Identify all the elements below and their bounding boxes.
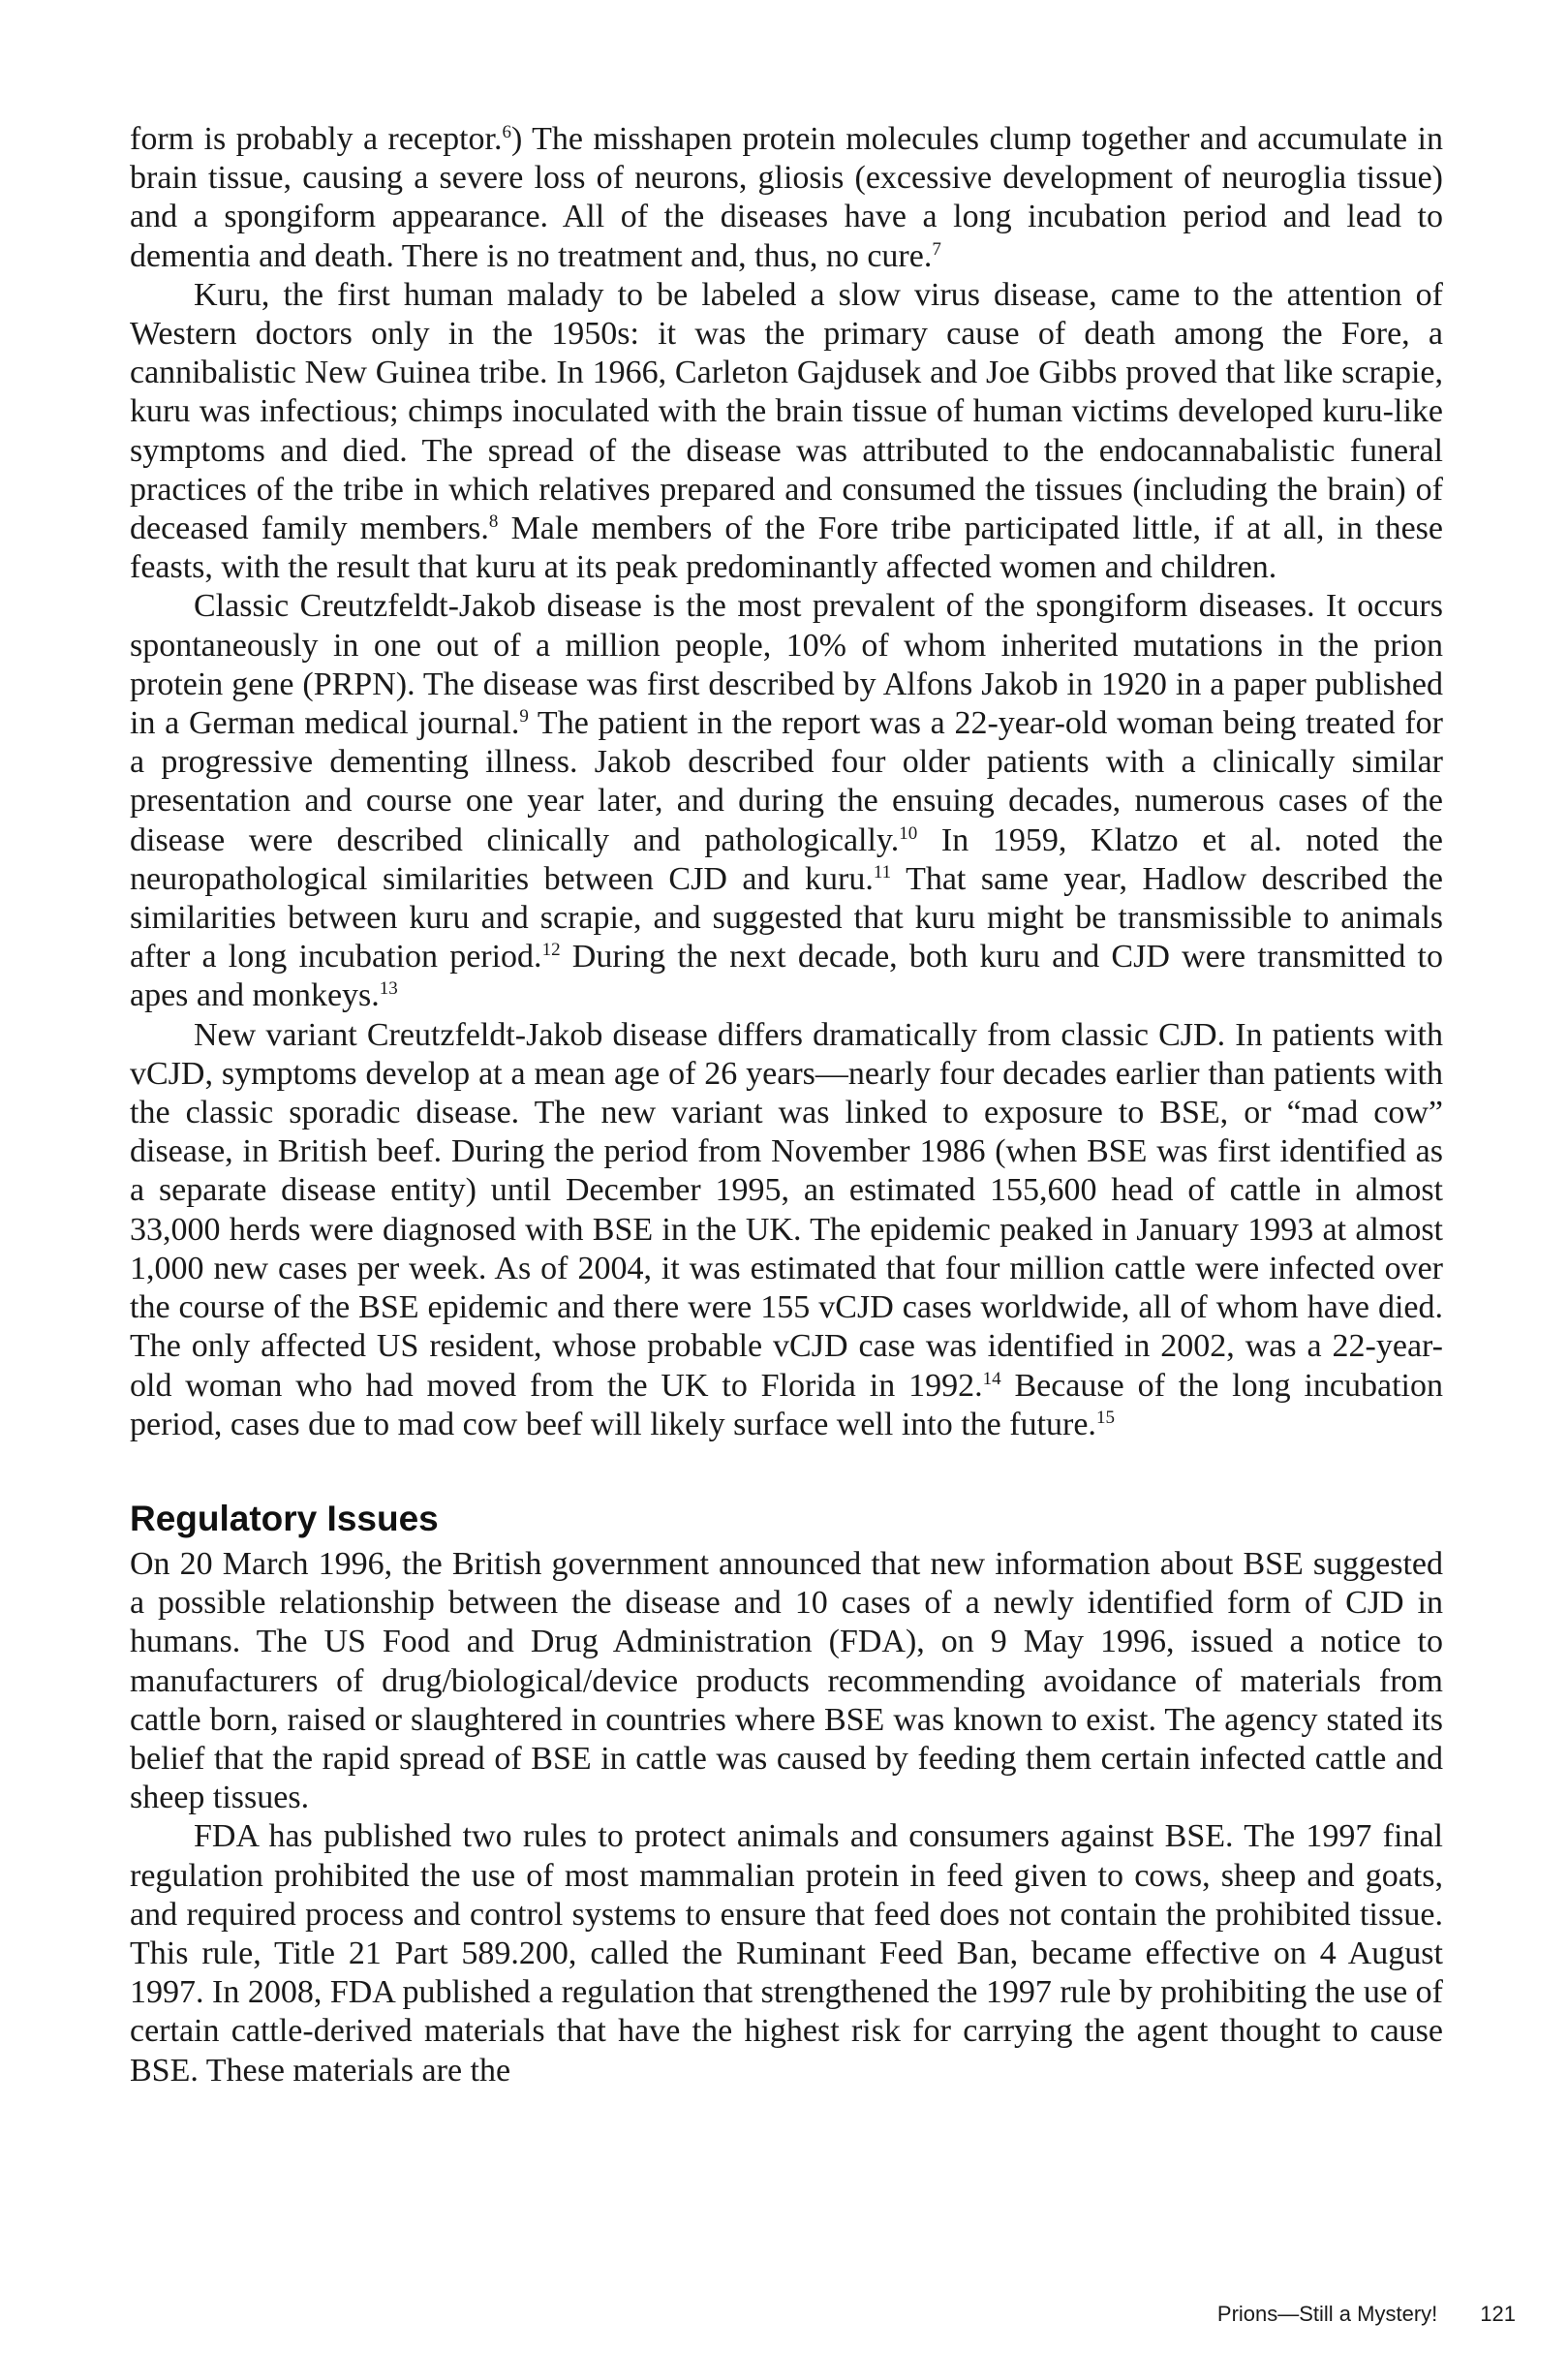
paragraph-text: Because of the long incubation period, cases due to mad cow beef will likely surface well into the future. [130, 1367, 1443, 1442]
paragraph-text: That same year, Hadlow described the similarities between kuru and scrapie, and suggested that kuru might be transmissible to animals after a long incubation period. [130, 860, 1443, 975]
footnote-reference: 8 [488, 511, 499, 533]
paragraph-text: New variant Creutzfeldt-Jakob disease differs dramatically from classic CJD. In patients with vCJD, symptoms develop at a mean age of 26 years—nearly four decades earlier than patients with the classic sporadic disease. The new variant was linked to exposure to BSE, or “mad cow” disease, in British beef. During the period from November 1986 (when BSE was first identified as a separate disease entity) until December 1995, an estimated 155,600 head of cattle in almost 33,000 herds were diagnosed with BSE in the UK. The epidemic peaked in January 1993 at almost 1,000 new cases per week. As of 2004, it was estimated that four million cattle were infected over the course of the BSE epidemic and there were 155 vCJD cases worldwide, all of whom have died. The only affected US resident, whose probable vCJD case was identified in 2002, was a 22-year-old woman who had moved from the UK to Florida in 1992. [130, 1016, 1443, 1404]
paragraph [130, 1817, 1443, 2090]
body-text-bottom [130, 1545, 1443, 2090]
paragraph-text: Kuru, the first human malady to be labeled a slow virus disease, came to the attention of Western doctors only in the 1950s: it was the primary cause of death among the Fore, a cannibalistic New Guinea tribe. In 1966, Carleton Gajdusek and Joe Gibbs proved that like scrapie, kuru was infectious; chimps inoculated with the brain tissue of human victims developed kuru-like symptoms and died. The spread of the disease was attributed to the endocannabalistic funeral practices of the tribe in which relatives prepared and consumed the tissues (including the brain) of deceased family members. [130, 276, 1443, 547]
paragraph [130, 1016, 1443, 1444]
running-title: Prions—Still a Mystery! [1216, 2302, 1438, 2326]
footnote-reference: 11 [873, 862, 892, 883]
page-body [130, 120, 1443, 2090]
paragraph-text: form is probably a receptor. [130, 121, 503, 157]
paragraph-text: During the next decade, both kuru and CJD were transmitted to apes and monkeys. [130, 939, 1443, 1014]
paragraph-text: FDA has published two rules to protect animals and consumers against BSE. The 1997 final regulation prohibited the use of most mammalian protein in feed given to cows, sheep and goats, and required process and control systems to ensure that feed does not contain the prohibited tissue. This rule, Title 21 Part 589.200, called the Ruminant Feed Ban, became effective on 4 August 1997. In 2008, FDA published a regulation that strengthened the 1997 rule by prohibiting the use of certain cattle-derived materials that have the highest risk for carrying the agent thought to cause BSE. These materials are the [130, 1818, 1443, 2089]
footnote-reference: 7 [932, 238, 941, 260]
paragraph-text: In 1959, Klatzo et al. noted the neuropathological similarities between CJD and kuru. [130, 821, 1443, 897]
paragraph-text: On 20 March 1996, the British government announced that new information about BSE suggested a possible relationship between the disease and 10 cases of a newly identified form of CJD in humans. The US Food and Drug Administration (FDA), on 9 May 1996, issued a notice to manufacturers of drug/biological/device products recommending avoidance of materials from cattle born, raised or slaughtered in countries where BSE was known to exist. The agency stated its belief that the rapid spread of BSE in cattle was caused by feeding them certain infected cattle and sheep tissues. [130, 1545, 1443, 1816]
footnote-reference: 15 [1095, 1407, 1115, 1428]
page-number: 121 [1480, 2302, 1516, 2326]
footnote-reference: 12 [541, 940, 561, 961]
footnote-reference: 9 [519, 706, 529, 728]
paragraph-text: Male members of the Fore tribe participated little, if at all, in these feasts, with the result that kuru at its peak predominantly affected women and children. [130, 511, 1443, 586]
paragraph-text: ) The misshapen protein molecules clump together and accumulate in brain tissue, causing a severe loss of neurons, gliosis (excessive development of neuroglia tissue) and a spongiform appearance. All of the diseases have a long incubation period and lead to dementia and death. There is no treatment and, thus, no cure. [130, 121, 1443, 274]
page-footer [1217, 2302, 1516, 2327]
paragraph-text: Classic Creutzfeldt-Jakob disease is the most prevalent of the spongiform diseases. It occurs spontaneously in one out of a million people, 10% of whom inherited mutations in the prion protein gene (PRPN). The disease was first described by Alfons Jakob in 1920 in a paper published in a German medical journal. [130, 588, 1443, 742]
footnote-reference: 10 [899, 822, 918, 844]
footnote-reference: 13 [379, 978, 398, 1000]
paragraph [130, 1545, 1443, 1817]
paragraph-text: The patient in the report was a 22-year-old woman being treated for a progressive dementing illness. Jakob described four older patients with a clinically similar presentation and course one year later, and during the ensuing decades, numerous cases of the disease were described clinically and pathologically. [130, 705, 1443, 858]
paragraph [130, 276, 1443, 588]
paragraph [130, 587, 1443, 1015]
footnote-reference: 14 [982, 1368, 1001, 1389]
body-text-top [130, 120, 1443, 1444]
paragraph [130, 120, 1443, 276]
footnote-reference: 6 [502, 122, 511, 143]
section-heading: Regulatory Issues [130, 1498, 439, 1538]
